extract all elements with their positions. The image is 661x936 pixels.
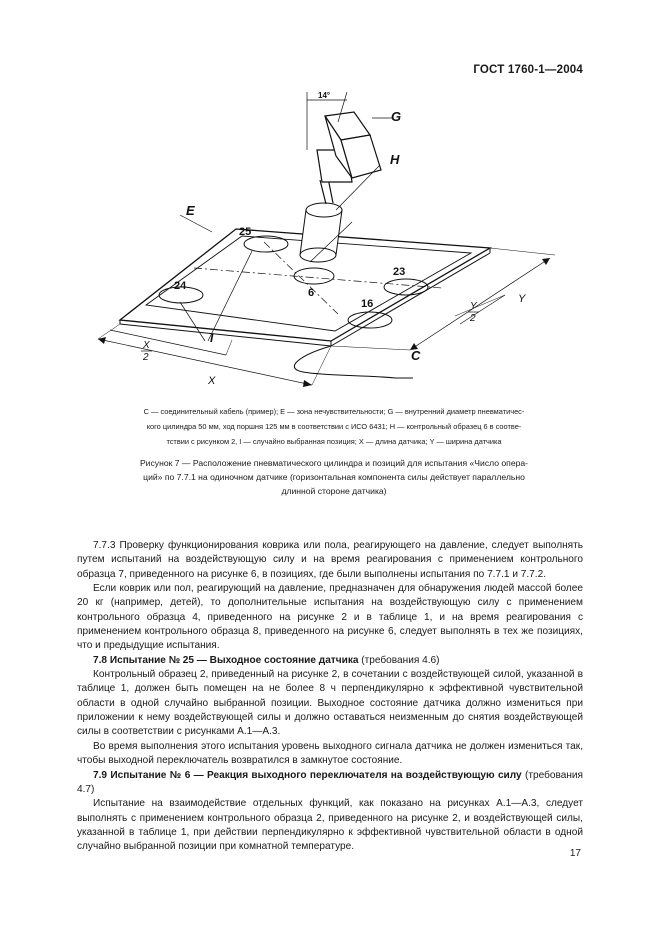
section-7-8-title: 7.8 Испытание № 25 — Выходное состояние датчика	[93, 654, 359, 666]
dim-y2-num: Y	[470, 301, 477, 312]
label-c: C	[411, 348, 421, 363]
angle-label: 14°	[318, 91, 331, 100]
position-label-25: 25	[239, 226, 252, 238]
paragraph-children-test: Если коврик или пол, реагирующий на давление, предназначен для обнаружения людей массой более 20 кг (например, детей), то дополнительные испытания на воздействующую силу с применением контрольного образца 4, приведенного на рисунке 2 и в таблице 1, и на время реагирования с применением контрольного образца 8, приведенного на рисунке 6, следует выполнять в тех же позициях, что и предыдущие испытания.	[77, 583, 583, 652]
caption-line-2: ций» по 7.7.1 на одиночном датчике (горизонтальная компонента силы действует параллельно	[143, 472, 525, 483]
section-7-8-heading	[77, 654, 583, 668]
dim-y2-den: 2	[470, 313, 476, 324]
caption-line-3: длинной стороне датчика)	[281, 486, 387, 497]
position-label-24: 24	[174, 280, 187, 292]
label-h: H	[390, 152, 400, 167]
position-label-16: 16	[361, 298, 374, 310]
figure-legend	[84, 405, 584, 449]
paragraph-7-7-3: 7.7.3 Проверку функционирования коврика или пола, реагирующего на давление, следует выполнять путем испытаний на воздействующую силу и на время реагирования с применением контрольного образца 7, приведенного на рисунке 6, в позициях, где были выполнены испытания по 7.7.1 и 7.7.2.	[77, 540, 583, 580]
position-23	[384, 279, 428, 295]
dim-x-label: X	[208, 375, 216, 387]
position-label-23: 23	[393, 266, 406, 278]
label-e: E	[186, 203, 195, 218]
paragraph-7-9: Испытание на взаимодействие отдельных функций, как показано на рисунках А.1—А.3, следует выполнять с применением контрольного образца 2, приведенного на рисунке 2, и воздействующей силы, указанной в таблице 1, при действии перпендикулярно к эффективной чувствительной области в одной случайно выбранной позиции при комнатной температуре.	[77, 798, 583, 853]
page-number: 17	[569, 848, 581, 859]
dim-y-label: Y	[518, 293, 526, 305]
paragraph-7-8-b: Во время выполнения этого испытания уровень выходного сигнала датчика не должен измениться так, чтобы выходной переключатель возвратился в замкнутое состояние.	[77, 740, 583, 767]
caption-line-1: Рисунок 7 — Расположение пневматического цилиндра и позиций для испытания «Число опера-	[139, 458, 529, 468]
position-label-6: 6	[308, 287, 315, 299]
figure-7-diagram	[90, 88, 580, 400]
section-7-9-heading	[77, 769, 583, 798]
figure-caption	[84, 456, 584, 499]
legend-line-2: кого цилиндра 50 мм, ход поршня 125 мм в соответствии с ИСО 6431; H — контрольный образец 6 в соотве-	[146, 421, 522, 431]
legend-line-3: тствии с рисунком 2, I — случайно выбранная позиция; X — длина датчика; Y — ширина датчика	[166, 436, 502, 446]
standard-header: ГОСТ 1760-1—2004	[473, 64, 583, 76]
position-6	[294, 268, 334, 284]
legend-line-1: C — соединительный кабель (пример); E — зона нечувствительности; G — внутренний диаметр пневматичес-	[143, 407, 525, 416]
label-g: G	[391, 109, 402, 124]
section-7-9-title: 7.9 Испытание № 6 — Реакция выходного переключателя на воздействующую силу	[93, 769, 522, 781]
paragraph-7-8-a: Контрольный образец 2, приведенный на рисунке 2, в сочетании с воздействующей силой, указанной в таблице 1, должен быть помещен на не более 8 ч перпендикулярно к эффективной чувствительной области в одной случайно выбранной позиции. Выходное состояние датчика должно измениться при приложении к нему воздействующей силы и должно оставаться неизменным до снятия воздействующей силы в соответствии с рисунками А.1—А.3.	[77, 669, 583, 738]
section-7-9-ref: (требования 4.7)	[77, 769, 584, 795]
label-i: I	[210, 331, 214, 345]
section-7-8-ref: (требования 4.6)	[358, 654, 440, 666]
body-text	[77, 539, 583, 855]
dim-x2-den: 2	[143, 352, 149, 363]
dim-x2-num: X	[143, 340, 150, 351]
